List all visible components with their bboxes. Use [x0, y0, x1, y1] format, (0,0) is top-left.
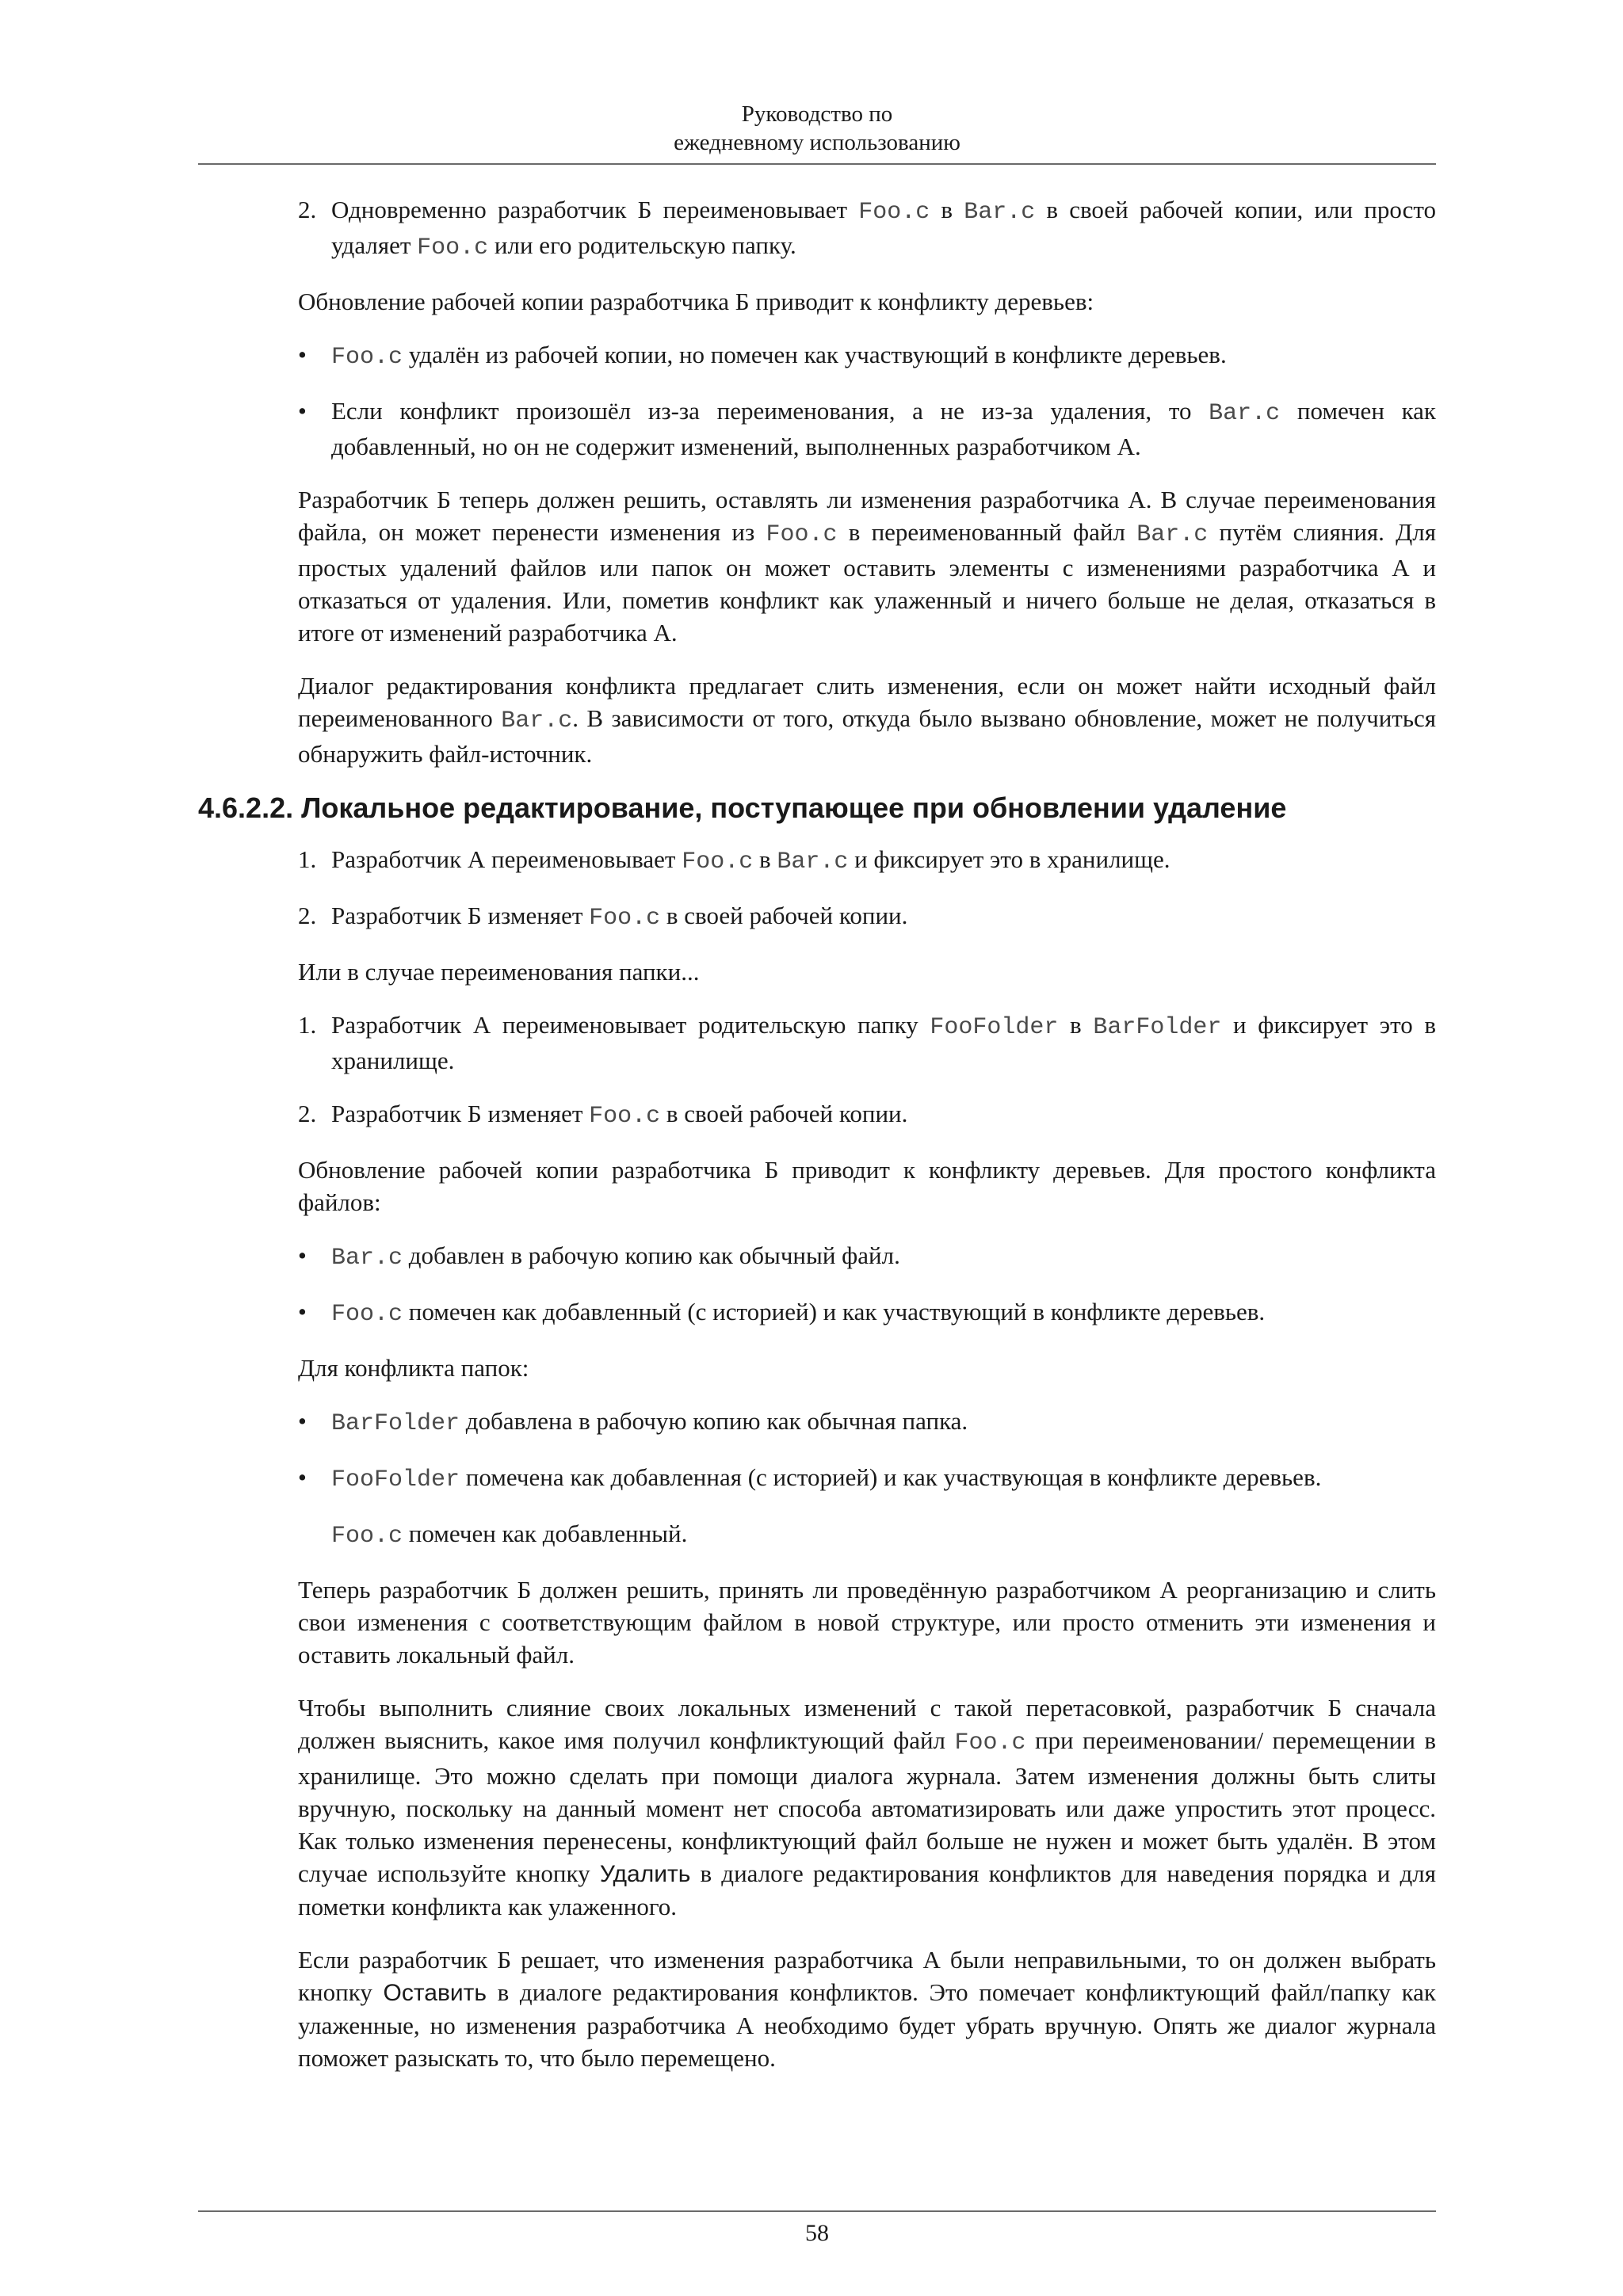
bullet-icon: • [298, 397, 307, 425]
list-item [298, 843, 1436, 879]
list-number: 2. [298, 1100, 317, 1127]
paragraph: Обновление рабочей копии разработчика Б приводит к конфликту деревьев: [298, 288, 1094, 315]
text: в переименованный файл [837, 518, 1137, 546]
bullet-icon: • [298, 1407, 307, 1435]
code-filename: Foo.c [331, 1301, 403, 1328]
list-item [298, 1097, 1436, 1133]
bullet-icon: • [298, 1241, 307, 1269]
code-filename: Bar.c [964, 199, 1036, 226]
code-filename: Bar.c [777, 849, 849, 875]
paragraph: Для конфликта папок: [298, 1354, 529, 1382]
code-filename: Foo.c [417, 235, 489, 261]
list-number: 1. [298, 845, 317, 873]
text: при переименовании/ перемещении в хранилище. Это можно сделать при помощи диалога журнала. Затем изменения должны быть слиты вручную, поскольку на данный момент нет способа автоматизировать или даже упростить этот процесс. Как только изменения перенесены, конфликтующий файл больше не нужен и может быть удалён. В этом случае используйте кнопку [298, 1726, 1436, 1887]
paragraph [298, 669, 1436, 770]
code-filename: Bar.c [1209, 400, 1281, 427]
indented-note [298, 1517, 1436, 1553]
text: помечен как добавленный (с историей) и как участвующий в конфликте деревьев. [403, 1298, 1266, 1325]
code-filename: Foo.c [682, 849, 754, 875]
bullet-icon: • [298, 1298, 307, 1325]
text: в диалоге редактирования конфликтов для наведения порядка и для пометки конфликта как улаженного. [298, 1859, 1436, 1920]
paragraph [298, 1943, 1436, 2074]
section-heading: 4.6.2.2. Локальное редактирование, поступающее при обновлении удаление [198, 791, 1287, 824]
paragraph: Обновление рабочей копии разработчика Б приводит к конфликту деревьев. Для простого конфликта файлов: [298, 1156, 1436, 1216]
paragraph [298, 483, 1436, 649]
text: добавлен в рабочую копию как обычный файл. [403, 1241, 900, 1269]
bullet-item [298, 338, 1436, 374]
code-filename: Bar.c [1136, 521, 1209, 548]
code-foldername: BarFolder [331, 1410, 460, 1437]
code-filename: Foo.c [589, 905, 661, 932]
text: и фиксирует это в хранилище. [848, 845, 1170, 873]
paragraph: Или в случае переименования папки... [298, 958, 700, 986]
bullet-item [298, 1295, 1436, 1331]
header-line-2: ежедневному использованию [674, 130, 960, 155]
text: Разработчик Б изменяет [331, 1100, 590, 1127]
text: . В зависимости от того, откуда было вызвано обновление, может не получиться обнаружить файл-источник. [298, 704, 1436, 768]
text: в [753, 845, 777, 873]
paragraph: Теперь разработчик Б должен решить, принять ли проведённую разработчиком А реорганизацию и слить свои изменения с соответствующим файлом в новой структуре, или просто отменить эти изменения и оставить локальный файл. [298, 1576, 1436, 1669]
page-number: 58 [805, 2220, 829, 2246]
text: Чтобы выполнить слияние своих локальных изменений с такой перетасовкой, разработчик Б сначала должен выяснить, какое имя получил конфликтующий файл [298, 1694, 1436, 1754]
header-rule [198, 163, 1436, 165]
text: Разработчик Б изменяет [331, 902, 590, 929]
code-filename: Bar.c [501, 707, 573, 734]
code-filename: Bar.c [331, 1245, 403, 1272]
code-filename: Foo.c [331, 344, 403, 371]
code-filename: Foo.c [766, 521, 838, 548]
text: в [930, 196, 964, 223]
text: Одновременно разработчик Б переименовывает [331, 196, 859, 223]
list-item [298, 1009, 1436, 1077]
text: в [1058, 1011, 1094, 1039]
code-filename: Foo.c [858, 199, 930, 226]
text: помечен как добавленный. [403, 1520, 688, 1547]
list-item [298, 193, 1436, 265]
page-body [198, 193, 1437, 2095]
paragraph [298, 1691, 1436, 1923]
text: Разработчик А переименовывает родительскую папку [331, 1011, 930, 1039]
code-foldername: BarFolder [1093, 1014, 1222, 1041]
footer-rule [198, 2210, 1436, 2212]
text: в своей рабочей копии. [660, 902, 908, 929]
bullet-icon: • [298, 341, 307, 368]
text: или его родительскую папку. [488, 231, 796, 259]
list-number: 1. [298, 1011, 317, 1039]
code-foldername: FooFolder [331, 1466, 460, 1493]
list-number: 2. [298, 196, 317, 223]
bullet-item [298, 1461, 1436, 1497]
text: и фиксирует это в хранилище. [331, 1011, 1437, 1074]
text: Если конфликт произошёл из-за переименования, а не из-за удаления, то [331, 397, 1209, 425]
text: в диалоге редактирования конфликтов. Это помечает конфликтующий файл/папку как улаженные, но изменения разработчика А необходимо будет убрать вручную. Опять же диалог журнала поможет разыскать то, что было перемещено. [298, 1978, 1436, 2072]
gui-label-delete: Удалить [599, 1861, 691, 1887]
text: в своей рабочей копии. [660, 1100, 908, 1127]
code-filename: Foo.c [331, 1523, 403, 1550]
text: Если разработчик Б решает, что изменения разработчика А были неправильными, то он должен выбрать кнопку [298, 1946, 1436, 2006]
list-item [298, 899, 1436, 935]
code-filename: Foo.c [954, 1730, 1026, 1756]
text: путём слияния. Для простых удалений файлов или папок он может оставить элементы с изменениями разработчика А и отказаться от удаления. Или, пометив конфликт как улаженный и ничего больше не делая, отказаться в итоге от изменений разработчика А. [298, 518, 1437, 646]
text: Разработчик Б теперь должен решить, оставлять ли изменения разработчика А. В случае переименования файла, он может перенести изменения из [298, 486, 1436, 546]
text: Разработчик А переименовывает [331, 845, 682, 873]
text: помечен как добавленный, но он не содержит изменений, выполненных разработчиком А. [331, 397, 1436, 460]
text: в своей рабочей копии, или просто удаляет [331, 196, 1436, 259]
bullet-icon: • [298, 1463, 307, 1491]
bullet-item [298, 395, 1436, 463]
text: помечена как добавленная (с историей) и как участвующая в конфликте деревьев. [460, 1463, 1322, 1491]
text: удалён из рабочей копии, но помечен как участвующий в конфликте деревьев. [403, 341, 1227, 368]
list-number: 2. [298, 902, 317, 929]
bullet-item [298, 1405, 1436, 1440]
code-filename: Foo.c [589, 1103, 661, 1130]
header-line-1: Руководство по [741, 101, 893, 127]
bullet-item [298, 1239, 1436, 1275]
code-foldername: FooFolder [930, 1014, 1059, 1041]
running-header [198, 100, 1436, 157]
text: Диалог редактирования конфликта предлагает слить изменения, если он может найти исходный файл переименованного [298, 672, 1436, 732]
text: добавлена в рабочую копию как обычная папка. [460, 1407, 968, 1435]
gui-label-keep: Оставить [383, 1980, 487, 2006]
